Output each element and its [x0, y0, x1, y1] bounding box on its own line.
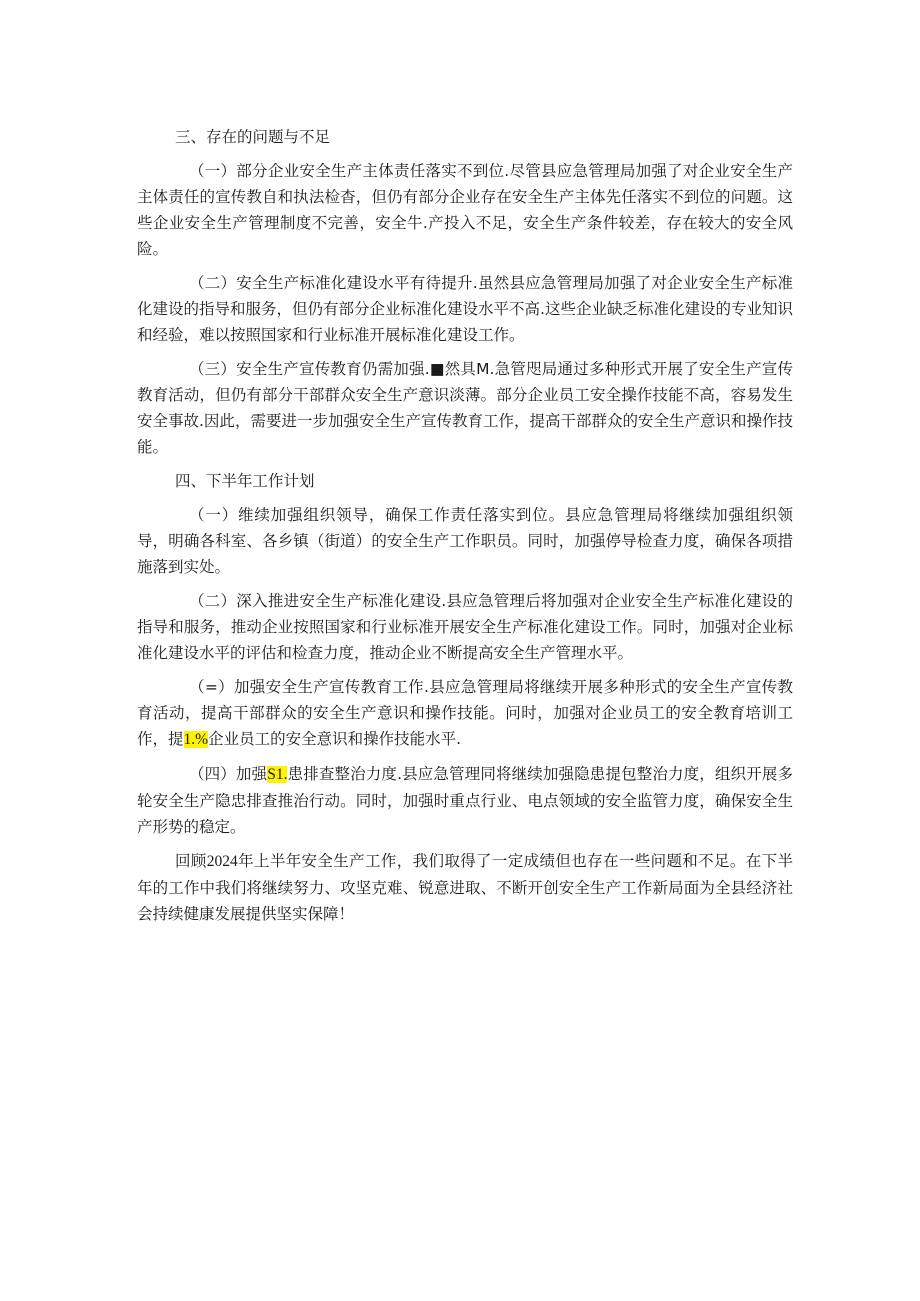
paragraph-plan-4: [137, 761, 793, 840]
paragraph-problem-1: （一）部分企业安全生产主体责任落实不到位.尽管县应急管理局加强了对企业安全生产主体责任的宣传教自和执法检杳，但仍有部分企业存在安全生产主体先任落实不到位的问题。这些企业安全生产管理制度不完善，安全牛.产投入不足，安全生产条件较差，存在较大的安全风险。: [137, 162, 793, 258]
paragraph-problem-3: （三）安全生产宣传教育仍需加强.■然具M.急管咫局通过多种形式开展了安全生产宣传教育活动，但仍有部分干部群众安全生产意识淡薄。部分企业员工安全操作技能不高，容易发生安全事故.因此，需要进一步加强安全生产宣传教育工作，提高干部群众的安全生产意识和操作技能。: [137, 360, 793, 456]
section-heading-problems: 三、存在的问题与不足: [175, 128, 331, 146]
highlighted-text: S1.: [267, 766, 288, 783]
paragraph-plan-4-text-a: （四）加强: [189, 765, 268, 783]
paragraph-plan-2: （二）深入推进安全生产标准化建设.县应急管理后将加强对企业安全生产标准化建设的指导和服务，推动企业按照国家和行业标准开展安全生产标准化建设工作。同时，加强对企业标准化建设水平的评估和检查力度，推动企业不断提高安全生产管理水平。: [137, 592, 793, 662]
document-body: [137, 124, 793, 935]
highlighted-text: 1.%: [183, 731, 209, 748]
closing-text-a: 回顾: [175, 852, 207, 870]
paragraph-plan-3-text-a: （=）加强安全生产宣传教育工作.县应急管理局将继续开展多种形式的安全生产宣传教育活动，提高干部群众的安全生产意识和操作技能。问时，加强对企业员工的安全教育培训工作，提: [137, 678, 793, 748]
paragraph-plan-3-text-b: 企业员工的安全意识和操作技能水平.: [208, 730, 461, 748]
closing-year: 2024: [206, 853, 238, 870]
paragraph-plan-3: [137, 674, 793, 753]
section-heading-plan: 四、下半年工作计划: [175, 472, 315, 490]
closing-text-b: 年上半年安全生产工作，我们取得了一定成绩但也存在一些问题和不足。在下半年的工作中我们将继续努力、攻坚克难、锐意进取、不断开创安全生产工作新局面为全县经济社会持续健康发展提供坚实保障！: [137, 852, 793, 923]
paragraph-plan-4-text-b: 患排查整治力度.县应急管理同将继续加强隐患提包整治力度，组织开展多轮安全生产隐忠排查推治行动。同时，加强时重点行业、电点领域的安全监管力度，确保安全生产形势的稳定。: [137, 765, 793, 836]
paragraph-problem-2: （二）安全生产标准化建设水平有待提升.虽然县应急管理局加强了对企业安全生产标准化建设的指导和服务，但仍有部分企业标准化建设水平不高.这些企业缺乏标准化建设的专业知识和经验，难以按照国家和行业标准开展标准化建设工作。: [137, 274, 793, 344]
paragraph-plan-1: （一）维续加强组织领导，确保工作责任落实到位。县应急管理局将继续加强组织领导，明确各科室、各乡镇（街道）的安全生产工作职员。同时，加强停导检查力度，确保各项措施落到实处。: [137, 506, 793, 576]
closing-paragraph: [137, 848, 793, 927]
